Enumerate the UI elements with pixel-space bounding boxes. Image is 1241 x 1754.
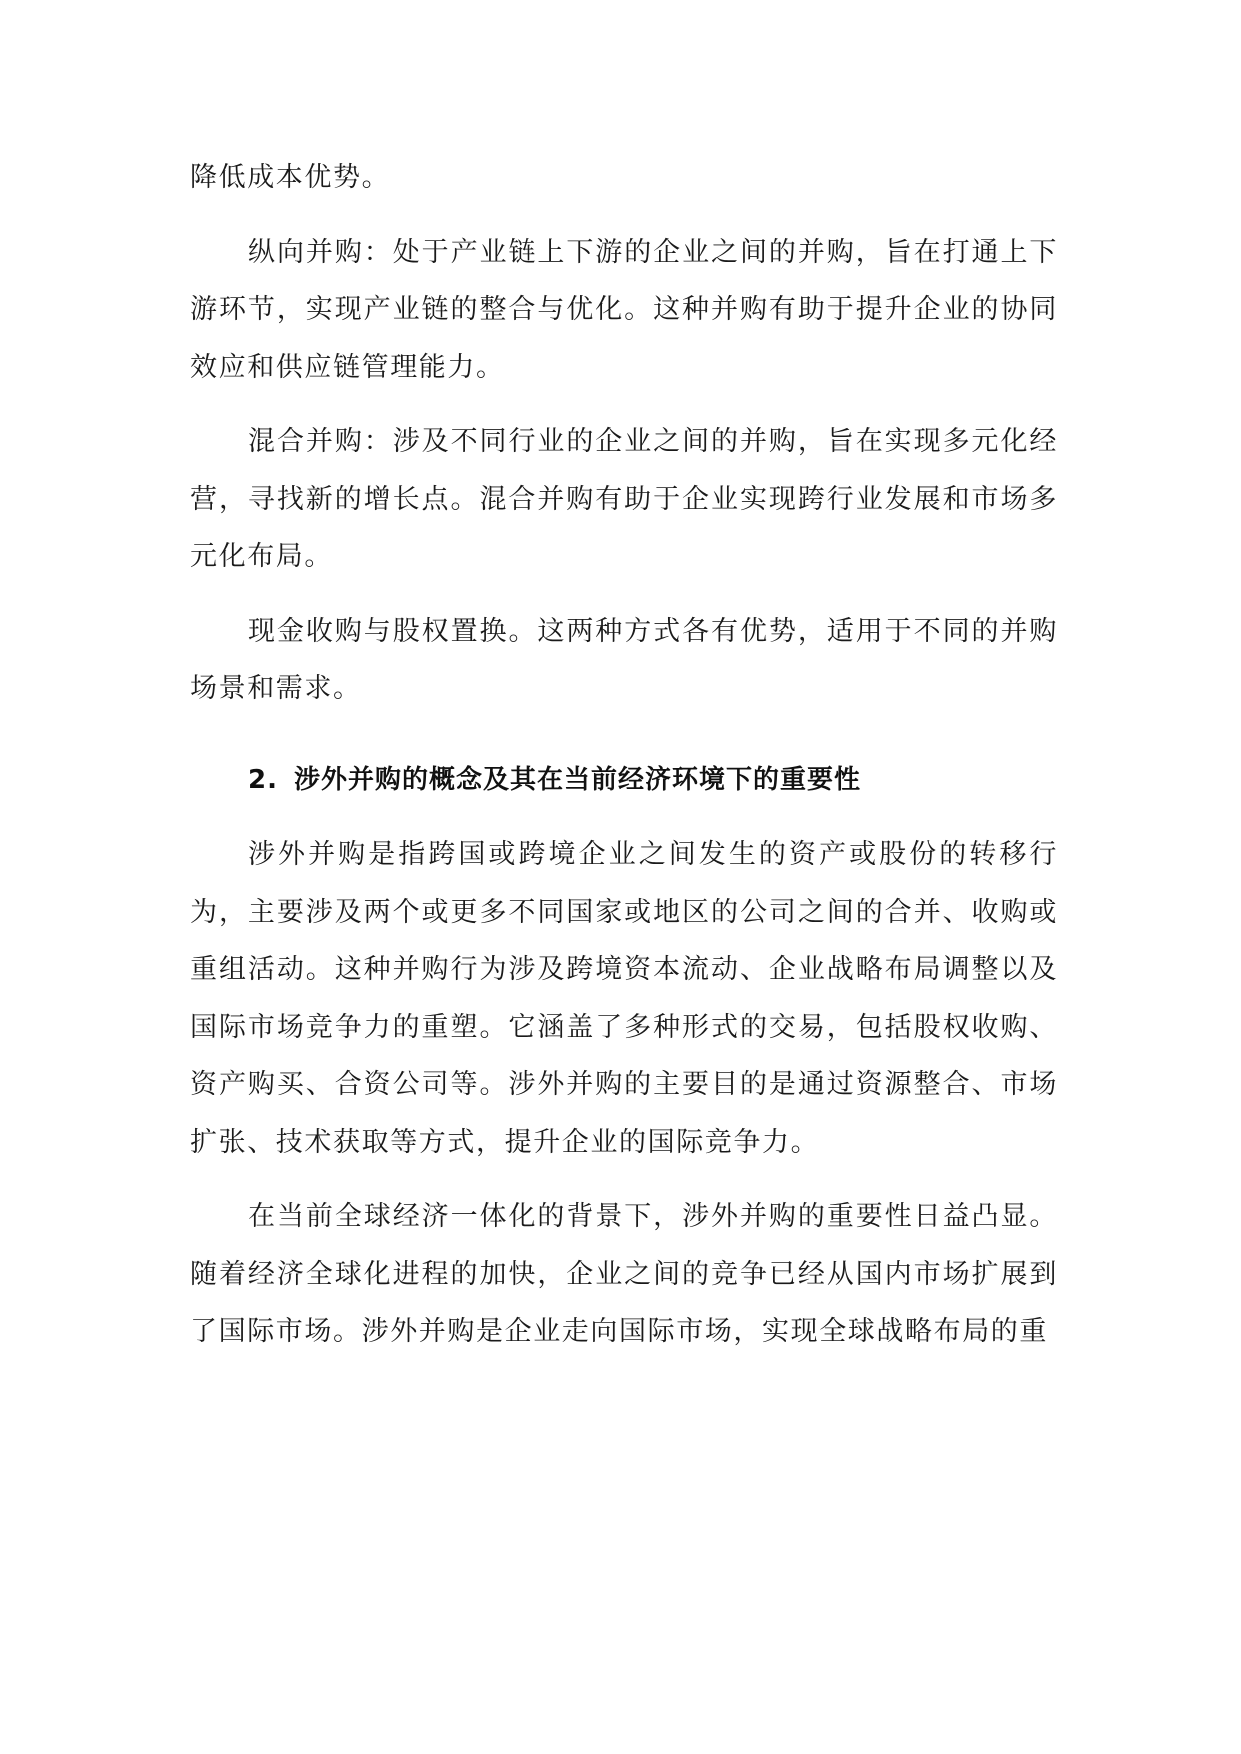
paragraph-vertical-merger: 纵向并购：处于产业链上下游的企业之间的并购，旨在打通上下游环节，实现产业链的整合与优化。这种并购有助于提升企业的协同效应和供应链管理能力。 xyxy=(190,236,1058,383)
paragraph-payment-methods: 现金收购与股权置换。这两种方式各有优势，适用于不同的并购场景和需求。 xyxy=(190,615,1058,704)
paragraph-importance: 在当前全球经济一体化的背景下，涉外并购的重要性日益凸显。随着经济全球化进程的加快，企业之间的竞争已经从国内市场扩展到了国际市场。涉外并购是企业走向国际市场，实现全球战略布局的重 xyxy=(190,1201,1058,1347)
document-body xyxy=(190,149,1058,1361)
section-title: 涉外并购的概念及其在当前经济环境下的重要性 xyxy=(293,764,861,795)
section-number: 2. xyxy=(248,764,278,795)
paragraph-continuation: 降低成本优势。 xyxy=(190,162,391,193)
paragraph-conglomerate-merger: 混合并购：涉及不同行业的企业之间的并购，旨在实现多元化经营，寻找新的增长点。混合并购有助于企业实现跨行业发展和市场多元化布局。 xyxy=(190,426,1058,572)
paragraph-definition: 涉外并购是指跨国或跨境企业之间发生的资产或股份的转移行为，主要涉及两个或更多不同国家或地区的公司之间的合并、收购或重组活动。这种并购行为涉及跨境资本流动、企业战略布局调整以及国际市场竞争力的重塑。它涵盖了多种形式的交易，包括股权收购、资产购买、合资公司等。涉外并购的主要目的是通过资源整合、市场扩张、技术获取等方式，提升企业的国际竞争力。 xyxy=(190,839,1058,1158)
section-heading xyxy=(190,752,1058,810)
